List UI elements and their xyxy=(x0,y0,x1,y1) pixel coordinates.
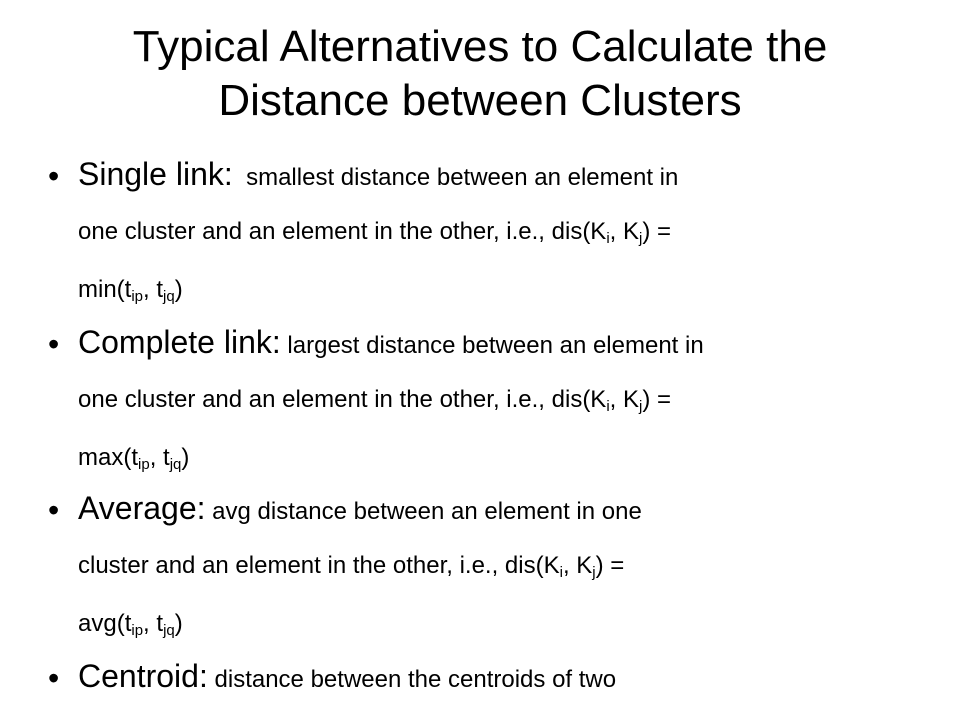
title-line-2: Distance between Clusters xyxy=(218,76,742,125)
title-line-1: Typical Alternatives to Calculate the xyxy=(132,22,828,71)
bullet-text: , K xyxy=(609,218,640,245)
subscript: j xyxy=(592,564,596,581)
bullet-text: , t xyxy=(149,444,170,471)
subscript: ip xyxy=(138,456,150,473)
subscript: i xyxy=(559,564,563,581)
subscript: i xyxy=(606,230,610,247)
bullet-line-2 xyxy=(78,218,908,276)
bullet-text: avg(t xyxy=(78,610,132,637)
bullet-text: ) xyxy=(174,610,183,637)
bullet-text: min(t xyxy=(78,276,132,303)
bullet-dot: • xyxy=(48,326,60,362)
subscript: j xyxy=(639,230,643,247)
subscript: j xyxy=(639,398,643,415)
bullet-text: one cluster and an element in the other, i.e., dis(K xyxy=(78,218,607,245)
bullet-text: ) = xyxy=(642,386,672,413)
bullet-term: Complete link: xyxy=(78,324,281,360)
subscript: i xyxy=(606,398,610,415)
bullet-text: ) xyxy=(181,444,190,471)
subscript: jq xyxy=(163,622,175,639)
bullet-text: , t xyxy=(143,276,164,303)
bullet-term: Centroid: xyxy=(78,658,208,694)
bullet-dot: • xyxy=(48,158,60,194)
bullet-text: max(t xyxy=(78,444,138,471)
bullet-text: smallest distance between an element in xyxy=(246,164,679,191)
bullet-line-1 xyxy=(78,156,908,218)
bullet-dot: • xyxy=(48,660,60,696)
subscript: ip xyxy=(131,288,144,305)
subscript: jq xyxy=(163,288,175,305)
bullet-term: Single link: xyxy=(78,156,233,192)
bullet-body xyxy=(78,490,908,668)
bullet-body xyxy=(78,324,908,502)
bullet-text: , K xyxy=(562,552,593,579)
subscript: ip xyxy=(131,622,144,639)
bullet-text: , K xyxy=(609,386,640,413)
bullet-line-1 xyxy=(78,490,908,552)
bullet-text: avg distance between an element in one xyxy=(212,498,642,525)
bullet-body xyxy=(78,156,908,334)
bullet-text: cluster and an element in the other, i.e., dis(K xyxy=(78,552,560,579)
bullet-dot: • xyxy=(48,492,60,528)
bullet-term: Average: xyxy=(78,490,206,526)
bullet-line-2 xyxy=(78,386,908,444)
bullet-line-2 xyxy=(78,552,908,610)
subscript: jq xyxy=(169,456,182,473)
bullet-text: , t xyxy=(143,610,164,637)
bullet-text: distance between the centroids of two xyxy=(214,666,617,693)
bullet-text: largest distance between an element in xyxy=(287,332,704,359)
bullet-text: one cluster and an element in the other, i.e., dis(K xyxy=(78,386,607,413)
bullet-text: ) xyxy=(174,276,183,303)
bullet-line-1 xyxy=(78,324,908,386)
bullet-text: ) = xyxy=(595,552,625,579)
bullet-text: ) = xyxy=(642,218,672,245)
slide-title xyxy=(0,20,960,128)
bullet-line-1 xyxy=(78,658,908,720)
bullet-body xyxy=(78,658,908,720)
